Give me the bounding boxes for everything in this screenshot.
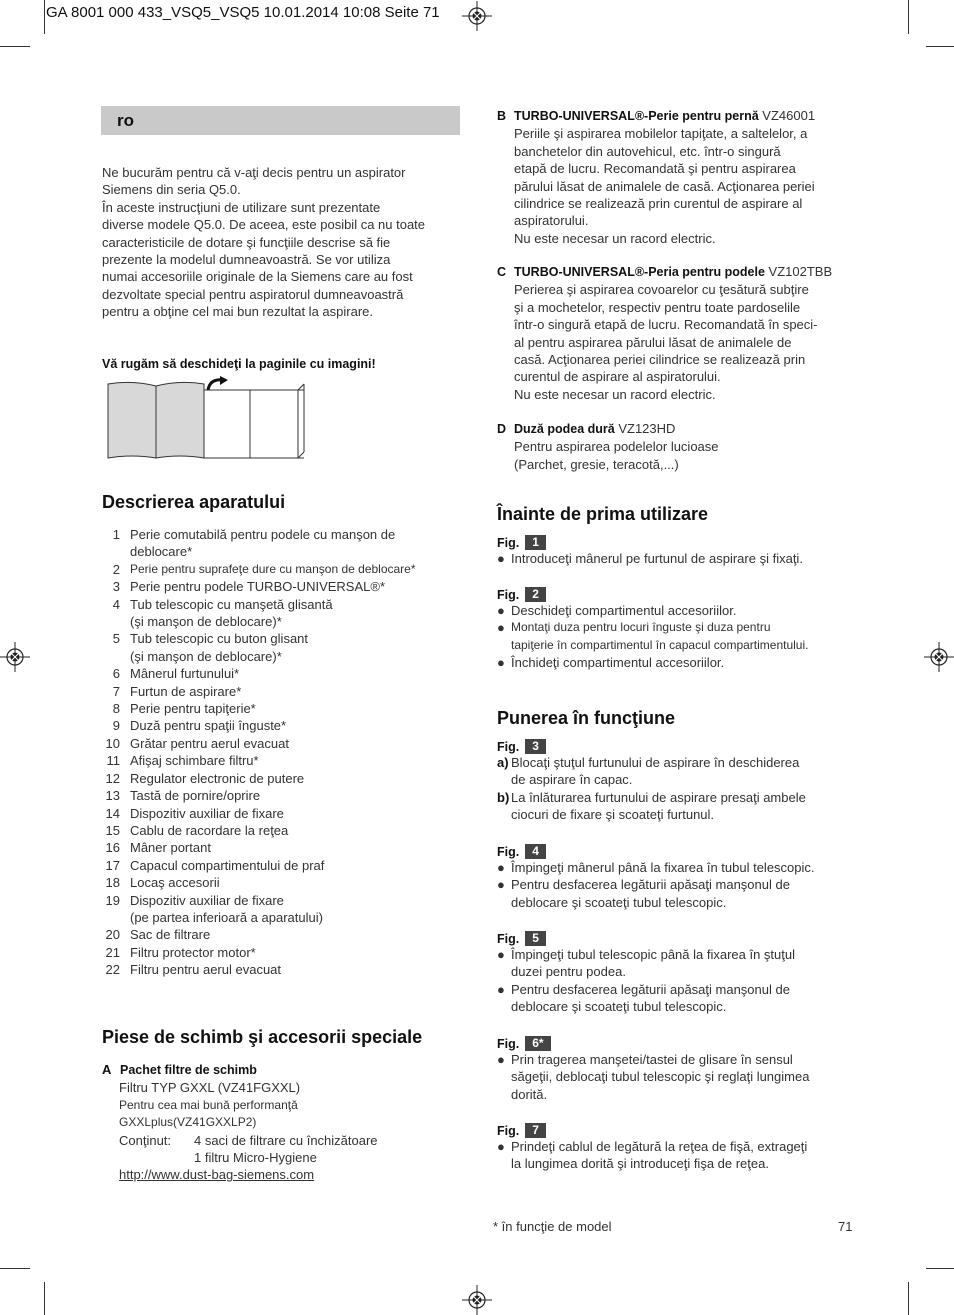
item-line: aspiratorului.: [514, 213, 589, 229]
crop-mark: [926, 1268, 954, 1269]
fig-text: Fig.: [497, 845, 520, 859]
item-text: Grătar pentru aerul evacuat: [130, 735, 289, 751]
item-text: [120, 526, 395, 561]
language-bar: [101, 106, 460, 135]
list-item: [100, 683, 470, 700]
item-number: 19: [105, 892, 120, 908]
item-number: 3: [112, 579, 120, 595]
section-heading-description: Descrierea aparatului: [102, 492, 286, 512]
bullet-item: [497, 550, 857, 567]
item-text: Sac de filtrare: [130, 927, 211, 943]
intro-paragraph: [102, 164, 462, 321]
bullet-line: Pentru desfacerea legăturii apăsaţi manşonul de: [511, 877, 790, 893]
list-item: [100, 961, 470, 978]
bullet-line: la lungimea dorită şi introduceţi fişa de reţea.: [511, 1156, 769, 1172]
registration-mark-icon: [924, 642, 954, 672]
page-number: 71: [838, 1219, 853, 1234]
bullet-line: Prin tragerea manşetei/tastei de glisare în sensul: [511, 1052, 793, 1067]
item-line: Periile şi aspirarea mobilelor tapiţate, a saltelelor, a: [514, 126, 808, 142]
item-number: 1: [112, 527, 120, 542]
section-heading-operation: Punerea în funcţiune: [497, 708, 676, 728]
fig-label: [497, 1036, 857, 1051]
bullet-icon: ●: [497, 981, 505, 997]
fig-text: Fig.: [497, 536, 520, 550]
item-text: Duză pentru spaţii înguste*: [130, 718, 287, 734]
item-text: Afişaj schimbare filtru*: [130, 753, 259, 769]
bullet-line: dorită.: [511, 1086, 548, 1102]
print-header: GA 8001 000 433_VSQ5_VSQ5 10.01.2014 10:08 Seite 71: [46, 4, 440, 21]
bullet-text: [511, 1051, 809, 1103]
item-line: (Parchet, gresie, teracotă,...): [514, 456, 679, 472]
spare-item-d: [497, 420, 857, 473]
item-line: casă. Acţionarea periei cilindrice se realizează prin: [514, 352, 806, 368]
item-code: VZ123HD: [618, 421, 676, 436]
fig-number-badge: 4: [525, 844, 546, 859]
item-line: Tub telescopic cu manşetă glisantă: [130, 596, 333, 612]
fig-4-block: [497, 844, 857, 911]
section-heading-before-use: Înainte de prima utilizare: [497, 504, 709, 524]
fig-number-badge: 7: [525, 1123, 546, 1138]
item-number: 22: [105, 962, 120, 978]
item-line: etapă de lucru. Recomandată şi pentru aspirarea: [514, 161, 796, 177]
fig-number-badge: 6*: [525, 1036, 550, 1051]
item-number: 18: [105, 875, 120, 891]
fig-label: [497, 535, 857, 550]
crop-mark: [0, 1268, 30, 1269]
section-heading-spares: Piese de schimb şi accesorii speciale: [102, 1027, 423, 1047]
item-number: 9: [112, 718, 120, 734]
item-text: Perie pentru podele TURBO-UNIVERSAL®*: [130, 579, 386, 595]
bullet-text: [511, 876, 790, 911]
fig-text: Fig.: [497, 740, 520, 754]
bullet-text: [511, 1138, 807, 1173]
item-text: Cablu de racordare la reţea: [130, 822, 289, 838]
list-item: [100, 839, 470, 856]
item-text: Locaş accesorii: [130, 875, 220, 891]
registration-mark-icon: [0, 642, 30, 672]
list-item: [100, 578, 470, 595]
item-line: şi a mochetelor, respectiv pentru toate pardoselile: [514, 299, 801, 315]
item-title: Pachet filtre de schimb: [120, 1063, 257, 1077]
intro-line: pentru a obţine cel mai bun rezultat la aspirare.: [102, 304, 373, 320]
bullet-item: [497, 1051, 857, 1103]
item-line: Nu este necesar un racord electric.: [514, 386, 716, 402]
intro-line: numai accesoriile originale de la Siemens care au fost: [102, 269, 413, 285]
step-item: [497, 789, 857, 824]
item-title: TURBO-UNIVERSAL®-Perie pentru pernă: [514, 109, 759, 123]
spare-item-c: [497, 263, 857, 403]
item-number: 17: [105, 857, 120, 873]
item-title: TURBO-UNIVERSAL®-Peria pentru podele: [514, 265, 765, 279]
dust-bag-link[interactable]: http://www.dust-bag-siemens.com: [119, 1167, 315, 1183]
item-line: Pentru cea mai bună performanţă: [119, 1097, 298, 1112]
bullet-item: [497, 1138, 857, 1173]
intro-line: caracteristicile de dotare şi funcţiile descrise să fie: [102, 234, 391, 250]
item-text: Mâner portant: [130, 840, 211, 856]
fig-3-block: [497, 739, 857, 824]
list-item: [100, 561, 470, 578]
bullet-text: Împingeţi mânerul până la fixarea în tubul telescopic.: [511, 860, 815, 875]
list-item: [100, 752, 470, 769]
bullet-item: [497, 876, 857, 911]
fig-6-block: [497, 1036, 857, 1103]
item-text: Tastă de pornire/oprire: [130, 788, 261, 804]
intro-line: prezente la modelul dumneavoastră. Se vor utiliza: [102, 252, 391, 268]
item-text: Perie pentru suprafeţe dure cu manşon de deblocare*: [130, 561, 416, 576]
bullet-item: [497, 859, 857, 876]
language-code: ro: [117, 111, 134, 130]
fig-text: Fig.: [497, 932, 520, 946]
content-line: 4 saci de filtrare cu închizătoare: [194, 1132, 378, 1148]
item-text: Mânerul furtunului*: [130, 666, 240, 682]
crop-mark: [908, 0, 909, 34]
item-number: 13: [105, 788, 120, 804]
list-item: [100, 700, 470, 717]
bullet-text: [511, 619, 808, 654]
fig-label: [497, 844, 857, 859]
item-line: deblocare*: [130, 544, 193, 560]
item-text: Perie pentru tapiţerie*: [130, 701, 256, 717]
item-text: Dispozitiv auxiliar de fixare: [130, 805, 284, 821]
item-code: VZ102TBB: [768, 264, 833, 279]
bullet-text: [511, 981, 790, 1016]
list-item: [100, 857, 470, 874]
content-label: Conţinut:: [119, 1132, 172, 1148]
bullet-line: Împingeţi tubul telescopic până la fixarea în ştuţul: [511, 947, 796, 962]
step-line: La înlăturarea furtunului de aspirare presaţi ambele: [511, 789, 806, 805]
fig-text: Fig.: [497, 588, 520, 602]
item-line: într-o singură etapă de lucru. Recomandată în speci-: [514, 317, 818, 333]
fig-5-block: [497, 931, 857, 1016]
item-line: (pe partea inferioară a aparatului): [130, 909, 323, 925]
bullet-text: Introduceţi mânerul pe furtunul de aspirare şi fixaţi.: [511, 551, 803, 566]
fig-number-badge: 1: [525, 535, 546, 550]
intro-line: diverse modele Q5.0. De aceea, este posibil ca nu toate: [102, 217, 426, 233]
item-letter: D: [497, 422, 507, 436]
bullet-item: [497, 981, 857, 1016]
item-code: VZ46001: [762, 108, 816, 123]
bullet-line: Prindeţi cablul de legătură la reţea de fişă, extrageţi: [511, 1139, 808, 1154]
bullet-line: deblocare şi scoateţi tubul telescopic.: [511, 999, 727, 1015]
item-text: [120, 892, 323, 927]
item-line: Nu este necesar un racord electric.: [514, 230, 716, 246]
fig-label: [497, 931, 857, 946]
item-text: Furtun de aspirare*: [130, 683, 242, 699]
bullet-icon: ●: [497, 1052, 505, 1067]
list-item: [100, 770, 470, 787]
fig-1-block: [497, 535, 857, 567]
item-line: părului lăsat de animalele de casă. Acţionarea periei: [514, 178, 815, 194]
item-text: [120, 596, 333, 631]
bullet-text: [511, 946, 795, 981]
crop-mark: [0, 46, 30, 47]
step-line: ciocuri de fixare şi scoateţi furtunul.: [511, 807, 715, 823]
step-line: de aspirare în capac.: [511, 772, 633, 788]
item-line: Pentru aspirarea podelelor lucioase: [514, 439, 719, 455]
item-letter: C: [497, 265, 507, 279]
item-line: cilindrice se realizează prin curentul de aspirare al: [514, 196, 803, 212]
bullet-line: săgeţii, deblocaţi tubul telescopic şi reglaţi lungimea: [511, 1069, 810, 1085]
item-number: 7: [112, 683, 120, 699]
spare-item-b: [497, 107, 857, 247]
bullet-text: Închideţi compartimentul accesoriilor.: [511, 655, 725, 671]
item-title: Duză podea dură: [514, 422, 615, 436]
list-item: [100, 735, 470, 752]
item-letter: B: [497, 109, 507, 123]
step-text: [511, 789, 806, 824]
registration-mark-icon: [462, 1, 492, 31]
fig-7-block: [497, 1123, 857, 1173]
open-booklet-illustration: [104, 376, 308, 462]
item-letter: A: [102, 1062, 112, 1077]
intro-line: dezvoltate special pentru aspiratorul dumneavoastră: [102, 286, 404, 302]
bullet-icon: ●: [497, 603, 505, 618]
fig-number-badge: 3: [525, 739, 546, 754]
bullet-line: tapiţerie în compartimentul în capacul compartimentului.: [511, 637, 809, 652]
bullet-icon: ●: [497, 551, 505, 566]
fig-label: [497, 1123, 857, 1138]
fig-number-badge: 2: [525, 587, 546, 602]
bullet-icon: ●: [497, 1139, 505, 1154]
item-line: curentul de aspirare al aspiratorului.: [514, 369, 721, 385]
item-line: Perierea şi aspirarea covoarelor cu ţesătură subţire: [514, 282, 809, 298]
bullet-item: [497, 654, 867, 671]
content-line: 1 filtru Micro-Hygiene: [194, 1150, 317, 1166]
spare-item-a: [102, 1061, 462, 1184]
bullet-item: [497, 602, 867, 619]
fig-label: [497, 739, 857, 754]
registration-mark-icon: [462, 1285, 492, 1315]
list-item: [100, 822, 470, 839]
fig-text: Fig.: [497, 1037, 520, 1051]
step-item: [497, 754, 857, 789]
step-line: Blocaţi ştuţul furtunului de aspirare în deschiderea: [511, 755, 800, 770]
fig-text: Fig.: [497, 1124, 520, 1138]
bullet-line: Pentru desfacerea legăturii apăsaţi manşonul de: [511, 981, 790, 997]
item-number: 21: [105, 944, 120, 960]
list-item: [100, 717, 470, 734]
list-item: [100, 787, 470, 804]
crop-mark: [44, 0, 45, 34]
bullet-text: Deschideţi compartimentul accesoriilor.: [511, 603, 737, 618]
list-item: [100, 630, 470, 665]
item-text: [120, 630, 308, 665]
step-text: [511, 754, 799, 789]
item-number: 14: [105, 805, 120, 821]
item-line: GXXLplus(VZ41GXXLP2): [119, 1115, 257, 1130]
item-text: Regulator electronic de putere: [130, 770, 305, 786]
bullet-line: deblocare şi scoateţi tubul telescopic.: [511, 894, 727, 910]
item-number: 6: [112, 666, 120, 682]
item-line: (şi manşon de deblocare)*: [130, 614, 282, 630]
list-item: [100, 944, 470, 961]
item-number: 8: [112, 701, 120, 717]
footnote: * în funcţie de model: [493, 1219, 612, 1234]
item-number: 5: [112, 631, 120, 647]
fig-label: [497, 587, 867, 602]
crop-mark: [926, 46, 954, 47]
item-number: 15: [105, 822, 120, 838]
item-text: Capacul compartimentului de praf: [130, 857, 325, 873]
item-line: banchetelor din autovehicul, etc. într-o singură: [514, 143, 781, 159]
crop-mark: [44, 1282, 45, 1315]
step-marker: a): [497, 755, 509, 770]
parts-list: [100, 526, 470, 979]
step-marker: b): [497, 789, 510, 805]
bullet-icon: ●: [497, 860, 505, 875]
bullet-icon: ●: [497, 620, 505, 636]
intro-line: În aceste instrucţiuni de utilizare sunt prezentate: [102, 199, 381, 215]
open-pages-note: Vă rugăm să deschideţi la paginile cu imagini!: [102, 357, 376, 371]
item-line: (şi manşon de deblocare)*: [130, 648, 282, 664]
fig-2-block: [497, 587, 867, 672]
list-item: [100, 665, 470, 682]
item-text: Filtru protector motor*: [130, 944, 256, 960]
item-number: 11: [106, 753, 120, 769]
bullet-line: Montaţi duza pentru locuri înguste şi duza pentru: [511, 620, 771, 635]
bullet-icon: ●: [497, 877, 505, 893]
item-number: 12: [105, 770, 120, 786]
crop-mark: [908, 1282, 909, 1315]
item-number: 2: [112, 561, 120, 577]
bullet-icon: ●: [497, 947, 505, 962]
item-line: Filtru TYP GXXL (VZ41FGXXL): [119, 1080, 301, 1096]
item-number: 16: [105, 840, 120, 856]
item-number: 10: [105, 735, 120, 751]
list-item: [100, 596, 470, 631]
list-item: [100, 926, 470, 943]
item-line: Tub telescopic cu buton glisant: [130, 631, 309, 647]
fig-number-badge: 5: [525, 931, 546, 946]
item-text: Filtru pentru aerul evacuat: [130, 962, 282, 978]
item-line: al pentru aspirarea părului lăsat de animalele de: [514, 334, 792, 350]
bullet-icon: ●: [497, 655, 505, 671]
bullet-line: duzei pentru podea.: [511, 964, 626, 980]
item-number: 20: [105, 927, 120, 943]
bullet-item: [497, 946, 857, 981]
list-item: [100, 892, 470, 927]
list-item: [100, 526, 470, 561]
list-item: [100, 805, 470, 822]
item-line: Perie comutabilă pentru podele cu manşon de: [130, 527, 396, 542]
bullet-item: [497, 619, 867, 654]
intro-line: Ne bucurăm pentru că v-aţi decis pentru un aspirator: [102, 165, 406, 180]
intro-line: Siemens din seria Q5.0.: [102, 182, 241, 198]
item-line: Dispozitiv auxiliar de fixare: [130, 892, 284, 908]
list-item: [100, 874, 470, 891]
item-number: 4: [112, 596, 120, 612]
